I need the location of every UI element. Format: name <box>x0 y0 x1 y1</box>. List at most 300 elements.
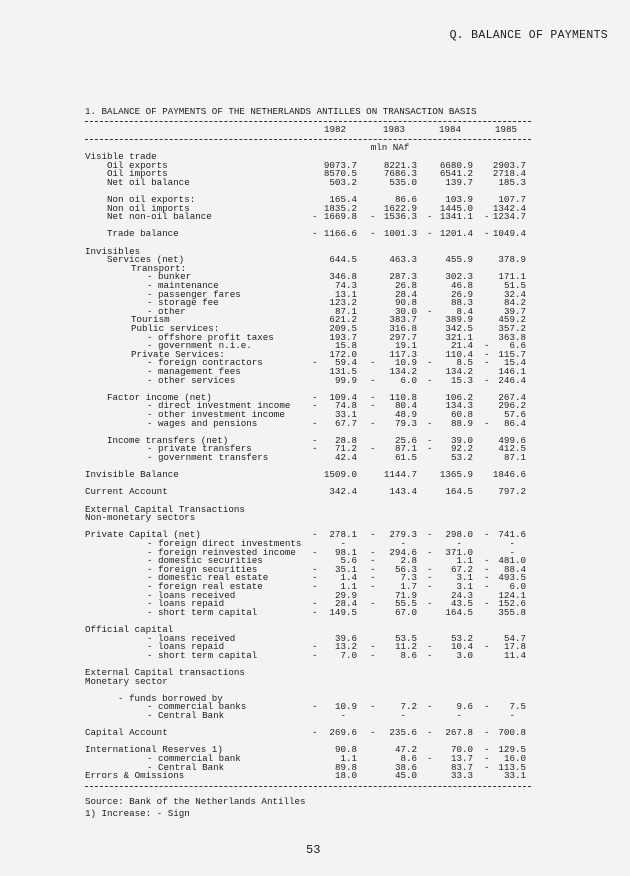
minus-sign: - <box>312 211 318 223</box>
minus-sign: - <box>370 529 376 541</box>
cell-1982: 7.0 <box>340 649 357 661</box>
cell-1984: 321.1 <box>445 331 473 343</box>
unit-label: mln NAf <box>370 142 410 153</box>
row-label: Non oil exports: <box>107 194 196 205</box>
cell-1984: 298.0 <box>445 529 473 541</box>
cell-1983: 1536.3 <box>383 211 417 223</box>
row-label: - domestic securities <box>147 555 263 567</box>
row-label: External Capital Transactions <box>85 503 245 515</box>
minus-sign: - <box>370 546 376 558</box>
cell-1984: 1365.9 <box>439 469 473 481</box>
minus-sign: - <box>312 417 318 429</box>
table-title: 1. BALANCE OF PAYMENTS OF THE NETHERLANDS ANTILLES ON TRANSACTION BASIS <box>85 106 477 117</box>
cell-1983: 117.3 <box>389 348 417 360</box>
cell-1982: 503.2 <box>329 176 357 188</box>
row-label: Private Capital (net) <box>85 529 201 541</box>
cell-1984: 1341.1 <box>439 211 473 223</box>
minus-sign: - <box>312 581 318 592</box>
minus-sign: - <box>484 555 490 567</box>
cell-1982: 13.1 <box>334 288 357 300</box>
row-label: - foreign direct investments <box>147 538 302 549</box>
minus-sign: - <box>370 417 376 429</box>
row-label: Net oil balance <box>107 176 190 188</box>
row-label: - loans repaid <box>147 641 225 653</box>
cell-1984: 139.7 <box>445 176 473 188</box>
minus-sign: - <box>484 211 490 223</box>
cell-1982: 35.1 <box>334 563 357 575</box>
cell-1984: 88.3 <box>450 297 473 309</box>
cell-1984: 1.1 <box>456 555 473 567</box>
cell-1985: 15.4 <box>503 357 526 369</box>
cell-1985: 171.1 <box>498 271 526 283</box>
cell-1983: 8.6 <box>400 649 417 661</box>
minus-sign: - <box>370 443 376 455</box>
cell-1984: 43.5 <box>450 598 473 610</box>
cell-1985: - <box>509 710 515 721</box>
table-row <box>0 770 630 785</box>
row-label: Errors & Omissions <box>85 770 185 782</box>
minus-sign: - <box>370 581 376 592</box>
minus-sign: - <box>427 417 433 429</box>
cell-1985: 493.5 <box>498 572 526 584</box>
cell-1985: - <box>509 538 515 549</box>
cell-1984: 267.8 <box>445 727 473 739</box>
row-label: - storage fee <box>147 297 219 309</box>
minus-sign: - <box>370 641 376 653</box>
minus-sign: - <box>312 443 318 455</box>
year-header: 1983 <box>382 124 405 135</box>
minus-sign: - <box>484 581 490 592</box>
cell-1982: 1.4 <box>340 572 357 584</box>
cell-1982: 67.7 <box>334 417 357 429</box>
minus-sign: - <box>427 598 433 610</box>
row-label: - commercial bank <box>147 753 241 764</box>
cell-1985: 412.5 <box>498 443 526 455</box>
minus-sign: - <box>427 228 433 240</box>
cell-1985: 363.8 <box>498 331 526 343</box>
row-label: - domestic real estate <box>147 572 269 584</box>
cell-1983: 2.8 <box>400 555 417 567</box>
cell-1985: 296.2 <box>498 400 526 412</box>
row-label: - funds borrowed by <box>118 692 223 704</box>
row-label: Income transfers (net) <box>107 434 229 446</box>
minus-sign: - <box>312 641 318 653</box>
cell-1982: 59.4 <box>334 357 357 369</box>
minus-sign: - <box>370 701 376 713</box>
cell-1984: 302.3 <box>445 271 473 283</box>
cell-1984: 455.9 <box>445 254 473 266</box>
row-label: - other <box>147 305 186 317</box>
cell-1983: 297.7 <box>389 331 417 343</box>
minus-sign: - <box>484 348 490 360</box>
cell-1985: 16.0 <box>503 753 526 764</box>
cell-1985: 115.7 <box>498 348 526 360</box>
cell-1984: 83.7 <box>450 761 473 773</box>
cell-1983: 383.7 <box>389 314 417 326</box>
cell-1985: 246.4 <box>498 374 526 386</box>
cell-1982: 1669.8 <box>323 211 357 223</box>
cell-1985: 51.5 <box>503 280 526 291</box>
cell-1984: 3.0 <box>456 649 473 661</box>
cell-1985: 2718.4 <box>492 168 526 180</box>
cell-1982: 99.9 <box>334 374 357 386</box>
minus-sign: - <box>370 563 376 575</box>
cell-1984: 53.2 <box>450 632 473 644</box>
cell-1982: 172.0 <box>329 348 357 360</box>
cell-1982: 39.6 <box>334 632 357 644</box>
cell-1983: 8221.3 <box>383 159 417 171</box>
cell-1982: 98.1 <box>334 546 357 558</box>
cell-1982: 74.3 <box>334 280 357 291</box>
minus-sign: - <box>312 606 318 618</box>
minus-sign: - <box>312 228 318 240</box>
cell-1982: 74.8 <box>334 400 357 412</box>
divider <box>85 121 531 122</box>
minus-sign: - <box>427 581 433 592</box>
minus-sign: - <box>370 400 376 412</box>
row-label: Monetary sector <box>85 675 168 687</box>
cell-1985: 88.4 <box>503 563 526 575</box>
cell-1982: 18.0 <box>334 770 357 782</box>
minus-sign: - <box>484 701 490 713</box>
minus-sign: - <box>484 417 490 429</box>
row-label: - wages and pensions <box>147 417 258 429</box>
cell-1982: 89.8 <box>334 761 357 773</box>
minus-sign: - <box>484 374 490 386</box>
cell-1985: 39.7 <box>503 305 526 317</box>
cell-1985: 17.8 <box>503 641 526 653</box>
row-label: - other investment income <box>147 409 285 420</box>
cell-1984: 67.2 <box>450 563 473 575</box>
minus-sign: - <box>370 374 376 386</box>
cell-1983: 6.0 <box>400 374 417 386</box>
cell-1983: 7.3 <box>400 572 417 584</box>
row-label: - maintenance <box>147 280 219 291</box>
cell-1983: 56.3 <box>394 563 417 575</box>
row-label: Invisibles <box>85 245 141 257</box>
cell-1982: 28.4 <box>334 598 357 610</box>
cell-1983: 53.5 <box>394 632 417 644</box>
cell-1983: 11.2 <box>394 641 417 653</box>
row-label: Oil exports <box>107 159 168 171</box>
cell-1983: 61.5 <box>394 452 417 463</box>
cell-1983: 235.6 <box>389 727 417 739</box>
cell-1985: 481.0 <box>498 555 526 567</box>
cell-1985: 499.6 <box>498 434 526 446</box>
cell-1985: 1846.6 <box>492 469 526 481</box>
cell-1982: 1835.2 <box>323 202 357 214</box>
minus-sign: - <box>312 434 318 446</box>
cell-1982: - <box>340 710 346 721</box>
row-label: Capital Account <box>85 727 168 739</box>
cell-1982: 10.9 <box>334 701 357 713</box>
cell-1983: 294.6 <box>389 546 417 558</box>
minus-sign: - <box>427 701 433 713</box>
cell-1982: 165.4 <box>329 194 357 205</box>
minus-sign: - <box>427 305 433 317</box>
cell-1982: 149.5 <box>329 606 357 618</box>
cell-1983: 7686.3 <box>383 168 417 180</box>
cell-1984: 13.7 <box>450 753 473 764</box>
minus-sign: - <box>312 357 318 369</box>
minus-sign: - <box>427 434 433 446</box>
minus-sign: - <box>427 649 433 661</box>
cell-1984: 70.0 <box>450 744 473 756</box>
cell-1983: 463.3 <box>389 254 417 266</box>
cell-1983: 79.3 <box>394 417 417 429</box>
cell-1983: 47.2 <box>394 744 417 756</box>
minus-sign: - <box>484 340 490 352</box>
cell-1985: 700.8 <box>498 727 526 739</box>
cell-1982: 29.9 <box>334 589 357 601</box>
cell-1983: 7.2 <box>400 701 417 713</box>
cell-1984: 106.2 <box>445 391 473 403</box>
cell-1982: 9073.7 <box>323 159 357 171</box>
cell-1982: 8570.5 <box>323 168 357 180</box>
cell-1985: 32.4 <box>503 288 526 300</box>
cell-1982: 269.6 <box>329 727 357 739</box>
row-label: - passenger fares <box>147 288 241 300</box>
row-label: - management fees <box>147 366 241 377</box>
cell-1982: 209.5 <box>329 323 357 334</box>
cell-1985: 357.2 <box>498 323 526 334</box>
row-label: Non-monetary sectors <box>85 512 196 524</box>
cell-1983: 28.4 <box>394 288 417 300</box>
cell-1984: 53.2 <box>450 452 473 463</box>
cell-1982: 13.2 <box>334 641 357 653</box>
cell-1982: 109.4 <box>329 391 357 403</box>
cell-1985: 6.0 <box>509 581 526 592</box>
cell-1983: 90.8 <box>394 297 417 309</box>
cell-1985: 797.2 <box>498 486 526 498</box>
divider <box>85 786 531 787</box>
minus-sign: - <box>484 572 490 584</box>
year-header: 1984 <box>438 124 461 135</box>
cell-1984: 389.9 <box>445 314 473 326</box>
row-label: - short term capital <box>147 649 258 661</box>
cell-1982: 342.4 <box>329 486 357 498</box>
cell-1984: - <box>456 538 462 549</box>
minus-sign: - <box>484 598 490 610</box>
cell-1983: 67.0 <box>394 606 417 618</box>
cell-1985: 124.1 <box>498 589 526 601</box>
cell-1982: 1.1 <box>340 753 357 764</box>
row-label: - foreign securities <box>147 563 258 575</box>
cell-1982: 15.8 <box>334 340 357 352</box>
cell-1983: 279.3 <box>389 529 417 541</box>
year-header: 1985 <box>494 124 517 135</box>
minus-sign: - <box>370 598 376 610</box>
row-label: - loans received <box>147 589 236 601</box>
cell-1985: 378.9 <box>498 254 526 266</box>
cell-1984: 15.3 <box>450 374 473 386</box>
cell-1984: 164.5 <box>445 606 473 618</box>
minus-sign: - <box>484 563 490 575</box>
cell-1985: 267.4 <box>498 391 526 403</box>
cell-1984: 39.0 <box>450 434 473 446</box>
cell-1984: 6541.2 <box>439 168 473 180</box>
cell-1984: 26.9 <box>450 288 473 300</box>
row-label: - foreign contractors <box>147 357 263 369</box>
cell-1982: 90.8 <box>334 744 357 756</box>
minus-sign: - <box>312 649 318 661</box>
cell-1985: 107.7 <box>498 194 526 205</box>
cell-1984: 1201.4 <box>439 228 473 240</box>
cell-1983: 80.4 <box>394 400 417 412</box>
cell-1982: 5.6 <box>340 555 357 567</box>
minus-sign: - <box>484 744 490 756</box>
source-note: Source: Bank of the Netherlands Antilles <box>85 796 306 807</box>
row-label: Non oil imports <box>107 202 190 214</box>
minus-sign: - <box>370 357 376 369</box>
cell-1983: 45.0 <box>394 770 417 782</box>
cell-1983: 71.9 <box>394 589 417 601</box>
minus-sign: - <box>312 400 318 412</box>
row-label: External Capital transactions <box>85 667 245 678</box>
cell-1984: 3.1 <box>456 581 473 592</box>
cell-1985: 1342.4 <box>492 202 526 214</box>
row-label: Invisible Balance <box>85 469 179 481</box>
cell-1984: 60.8 <box>450 409 473 420</box>
cell-1983: 316.8 <box>389 323 417 334</box>
cell-1985: 741.6 <box>498 529 526 541</box>
year-header: 1982 <box>323 124 346 135</box>
minus-sign: - <box>484 641 490 653</box>
cell-1982: 131.5 <box>329 366 357 377</box>
cell-1983: 1.7 <box>400 581 417 592</box>
cell-1982: 644.5 <box>329 254 357 266</box>
cell-1983: - <box>400 538 406 549</box>
cell-1984: 92.2 <box>450 443 473 455</box>
minus-sign: - <box>427 211 433 223</box>
minus-sign: - <box>370 649 376 661</box>
cell-1985: 113.5 <box>498 761 526 773</box>
cell-1983: 535.0 <box>389 176 417 188</box>
cell-1985: 86.4 <box>503 417 526 429</box>
row-label: Current Account <box>85 486 168 498</box>
minus-sign: - <box>370 211 376 223</box>
minus-sign: - <box>427 572 433 584</box>
minus-sign: - <box>484 753 490 764</box>
cell-1985: 7.5 <box>509 701 526 713</box>
row-label: - loans repaid <box>147 598 225 610</box>
cell-1983: 25.6 <box>394 434 417 446</box>
cell-1984: 24.3 <box>450 589 473 601</box>
cell-1984: 134.2 <box>445 366 473 377</box>
footnote: 1) Increase: - Sign <box>85 808 190 819</box>
cell-1985: 57.6 <box>503 409 526 420</box>
row-label: Private Services: <box>131 348 225 360</box>
row-label: - foreign real estate <box>147 581 263 592</box>
cell-1982: 621.2 <box>329 314 357 326</box>
row-label: - offshore profit taxes <box>147 331 274 343</box>
cell-1983: 143.4 <box>389 486 417 498</box>
minus-sign: - <box>370 228 376 240</box>
minus-sign: - <box>370 572 376 584</box>
cell-1983: 110.8 <box>389 391 417 403</box>
cell-1983: - <box>400 710 406 721</box>
minus-sign: - <box>312 727 318 739</box>
minus-sign: - <box>312 572 318 584</box>
row-label: Oil imports <box>107 168 168 180</box>
cell-1982: 87.1 <box>334 305 357 317</box>
cell-1982: 1.1 <box>340 581 357 592</box>
row-label: Net non-oil balance <box>107 211 212 223</box>
cell-1984: 110.4 <box>445 348 473 360</box>
cell-1985: 2903.7 <box>492 159 526 171</box>
minus-sign: - <box>370 727 376 739</box>
cell-1982: 42.4 <box>334 452 357 463</box>
minus-sign: - <box>312 563 318 575</box>
cell-1985: 185.3 <box>498 176 526 188</box>
cell-1984: 1445.0 <box>439 202 473 214</box>
cell-1985: 1234.7 <box>492 211 526 223</box>
row-label: Factor income (net) <box>107 391 212 403</box>
cell-1984: 8.5 <box>456 357 473 369</box>
row-label: - direct investment income <box>147 400 291 412</box>
minus-sign: - <box>370 391 376 403</box>
row-label: International Reserves 1) <box>85 744 223 756</box>
cell-1983: 30.0 <box>394 305 417 317</box>
cell-1984: 8.4 <box>456 305 473 317</box>
row-label: - short term capital <box>147 606 258 618</box>
cell-1984: 371.0 <box>445 546 473 558</box>
cell-1985: 6.6 <box>509 340 526 352</box>
cell-1984: 164.5 <box>445 486 473 498</box>
cell-1983: 87.1 <box>394 443 417 455</box>
cell-1984: 342.5 <box>445 323 473 334</box>
row-label: - loans received <box>147 632 236 644</box>
cell-1984: 6680.9 <box>439 159 473 171</box>
cell-1985: - <box>509 546 515 558</box>
row-label: - private transfers <box>147 443 252 455</box>
cell-1985: 152.6 <box>498 598 526 610</box>
cell-1984: 10.4 <box>450 641 473 653</box>
minus-sign: - <box>484 228 490 240</box>
cell-1982: 71.2 <box>334 443 357 455</box>
minus-sign: - <box>312 701 318 713</box>
cell-1983: 1001.3 <box>383 228 417 240</box>
row-label: Services (net) <box>107 254 185 266</box>
minus-sign: - <box>312 546 318 558</box>
minus-sign: - <box>427 374 433 386</box>
cell-1983: 10.9 <box>394 357 417 369</box>
cell-1983: 19.1 <box>394 340 417 352</box>
cell-1985: 87.1 <box>503 452 526 463</box>
cell-1984: 33.3 <box>450 770 473 782</box>
minus-sign: - <box>427 563 433 575</box>
cell-1984: 9.6 <box>456 701 473 713</box>
cell-1984: 103.9 <box>445 194 473 205</box>
cell-1985: 11.4 <box>503 649 526 661</box>
row-label: - government n.i.e. <box>147 340 252 352</box>
cell-1985: 1049.4 <box>492 228 526 240</box>
cell-1983: 48.9 <box>394 409 417 420</box>
cell-1985: 33.1 <box>503 770 526 782</box>
cell-1984: - <box>456 710 462 721</box>
cell-1985: 129.5 <box>498 744 526 756</box>
minus-sign: - <box>312 598 318 610</box>
cell-1984: 3.1 <box>456 572 473 584</box>
minus-sign: - <box>484 727 490 739</box>
minus-sign: - <box>427 546 433 558</box>
cell-1982: 33.1 <box>334 409 357 420</box>
cell-1983: 8.6 <box>400 753 417 764</box>
row-label: - commercial banks <box>147 701 247 713</box>
cell-1983: 134.2 <box>389 366 417 377</box>
row-label: Trade balance <box>107 228 179 240</box>
minus-sign: - <box>484 761 490 773</box>
